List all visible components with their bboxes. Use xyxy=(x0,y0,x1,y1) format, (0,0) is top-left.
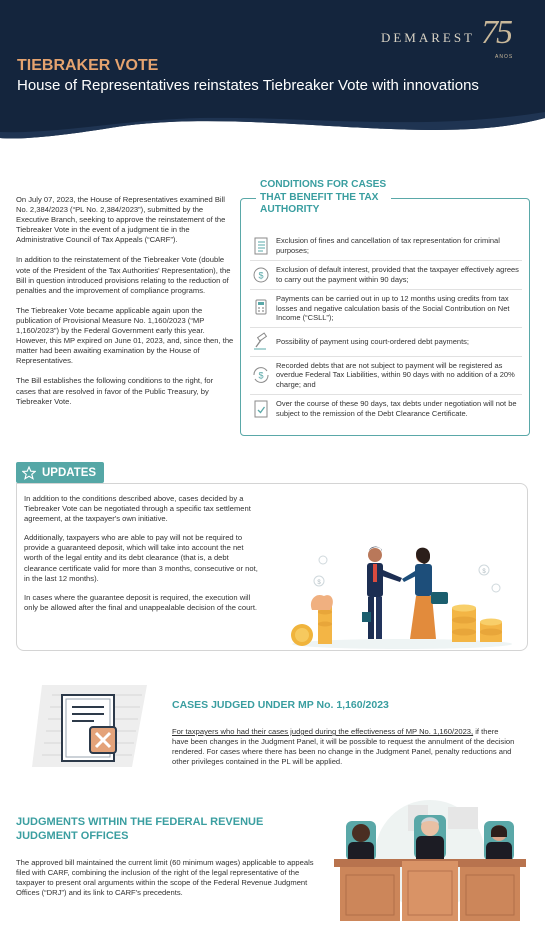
updates-label: UPDATES xyxy=(42,466,97,479)
intro-paragraph: In addition to the reinstatement of the Tiebreaker Vote (double vote of the President of the Tax Authorities' Representation), the Bill in question introduced provisions relating to the reduction of penalties and the improvement of compliance programs. xyxy=(16,255,231,295)
intro-paragraph: The Tiebreaker Vote became applicable again upon the publication of Provisional Measure No. 1,160/2023 (“MP 1,160/2023”) by the Federal Government early this year. However, this MP expired on June 01, 2023, and, since then, the matter had been awaiting examination by the House of Representatives. xyxy=(16,305,234,366)
dollar-cycle-icon xyxy=(250,365,272,385)
condition-item xyxy=(250,261,522,290)
dollar-refresh-icon xyxy=(250,265,272,285)
page-subtitle: House of Representatives reinstates Tiebreaker Vote with innovations xyxy=(17,77,479,94)
gavel-icon xyxy=(250,332,272,352)
condition-item xyxy=(250,232,522,261)
condition-text: Recorded debts that are not subject to payment will be registered as overdue Federal Tax Liabilities, within 90 days with no addition of a 20% charge; and xyxy=(276,360,515,389)
intro-section xyxy=(16,195,234,417)
condition-text: Payments can be carried out in up to 12 months using credits from tax losses and negative calculation basis of the Social Contribution on Net Income (“CSLL”); xyxy=(276,294,510,323)
svg-text:$: $ xyxy=(482,569,486,575)
document-cancel-illustration xyxy=(32,675,157,775)
cases-text-rest: if there have been changes in the Judgment Panel, it will be possible to request the annulment of the decision rendered. For cases where there has been no change in the Judgment Panel, penalty reductions and other privileges contained in the PL will be applied. xyxy=(172,727,515,767)
brand-name: DEMAREST xyxy=(380,30,475,45)
svg-text:$: $ xyxy=(317,580,321,586)
condition-text: Over the course of these 90 days, tax debts under negotiation will not be subject to the remission of the Debt Clearance Certificate. xyxy=(276,398,517,418)
demarest-logo xyxy=(380,14,527,60)
updates-paragraph: In addition to the conditions described above, cases decided by a Tiebreaker Vote can be negotiated through a specific tax settlement agreement, at the taxpayer's own initiative. xyxy=(24,494,251,524)
condition-item xyxy=(250,290,522,328)
anniversary-mark xyxy=(481,14,527,60)
brand-years-sub: ANOS xyxy=(495,54,514,60)
document-list-icon xyxy=(250,236,272,256)
brand-years: 75 xyxy=(481,14,511,51)
svg-text:$: $ xyxy=(258,370,264,381)
condition-text: Possibility of payment using court-ordered debt payments; xyxy=(276,336,470,346)
condition-text: Exclusion of fines and cancellation of tax representation for criminal purposes; xyxy=(276,236,500,255)
svg-text:$: $ xyxy=(258,270,264,281)
certificate-check-icon xyxy=(250,399,272,419)
condition-item xyxy=(250,357,522,395)
handshake-illustration xyxy=(290,540,515,650)
updates-tab xyxy=(16,462,104,483)
condition-item xyxy=(250,328,522,357)
intro-paragraph: The Bill establishes the following conditions to the right, for cases that are resolved in favor of the Public Treasury, by Tiebreaker Vote. xyxy=(16,376,214,406)
updates-paragraph: Additionally, taxpayers who are able to pay will not be required to provide a guaranteed deposit, which will take into account the net worth of the legal entity and its debt clearance (that is, a debt clearance certificate valid for more than 3 months, consecutive or not, in the last 12 months). xyxy=(24,533,258,583)
judgments-text: The approved bill maintained the current limit (60 minimum wages) applicable to appeals filed with CARF, combining the inclusion of the right of the legal representative of the taxpayer to present oral arguments within the scope of the Federal Revenue Judgment Offices (“DRJ”) and its link to CARF's precedents. xyxy=(16,858,314,898)
header-banner xyxy=(0,0,545,145)
cases-title: CASES JUDGED UNDER MP No. 1,160/2023 xyxy=(172,699,389,711)
judges-panel-illustration xyxy=(330,795,530,923)
intro-paragraph: On July 07, 2023, the House of Representatives examined Bill No. 2,384/2023 (“PL No. 2,384/2023”), submitted by the Executive Branch, seeking to approve the reinstatement of the Tiebreaker Vote in the event of a judgment tie in the Administrative Council of Tax Appeals (“CARF”). xyxy=(16,195,226,245)
condition-text: Exclusion of default interest, provided that the taxpayer effectively agrees to carry out the payment within 90 days; xyxy=(276,265,519,284)
star-icon xyxy=(22,466,36,480)
cases-text xyxy=(172,727,517,767)
cases-text-underlined: For taxpayers who had their cases judged during the effectiveness of MP No. 1,160/2023, xyxy=(172,727,474,736)
judgments-title: JUDGMENTS WITHIN THE FEDERAL REVENUE JUDGMENT OFFICES xyxy=(16,816,264,842)
condition-item xyxy=(250,395,522,423)
conditions-title: CONDITIONS FOR CASES THAT BENEFIT THE TAX AUTHORITY xyxy=(256,178,391,218)
page-title: TIEBRAKER VOTE xyxy=(17,57,159,74)
calculator-hand-icon xyxy=(250,298,272,318)
conditions-list xyxy=(250,232,522,423)
updates-paragraph: In cases where the guarantee deposit is required, the execution will only be allowed after the final and unappealable decision of the court. xyxy=(24,592,258,612)
updates-text xyxy=(24,494,260,622)
